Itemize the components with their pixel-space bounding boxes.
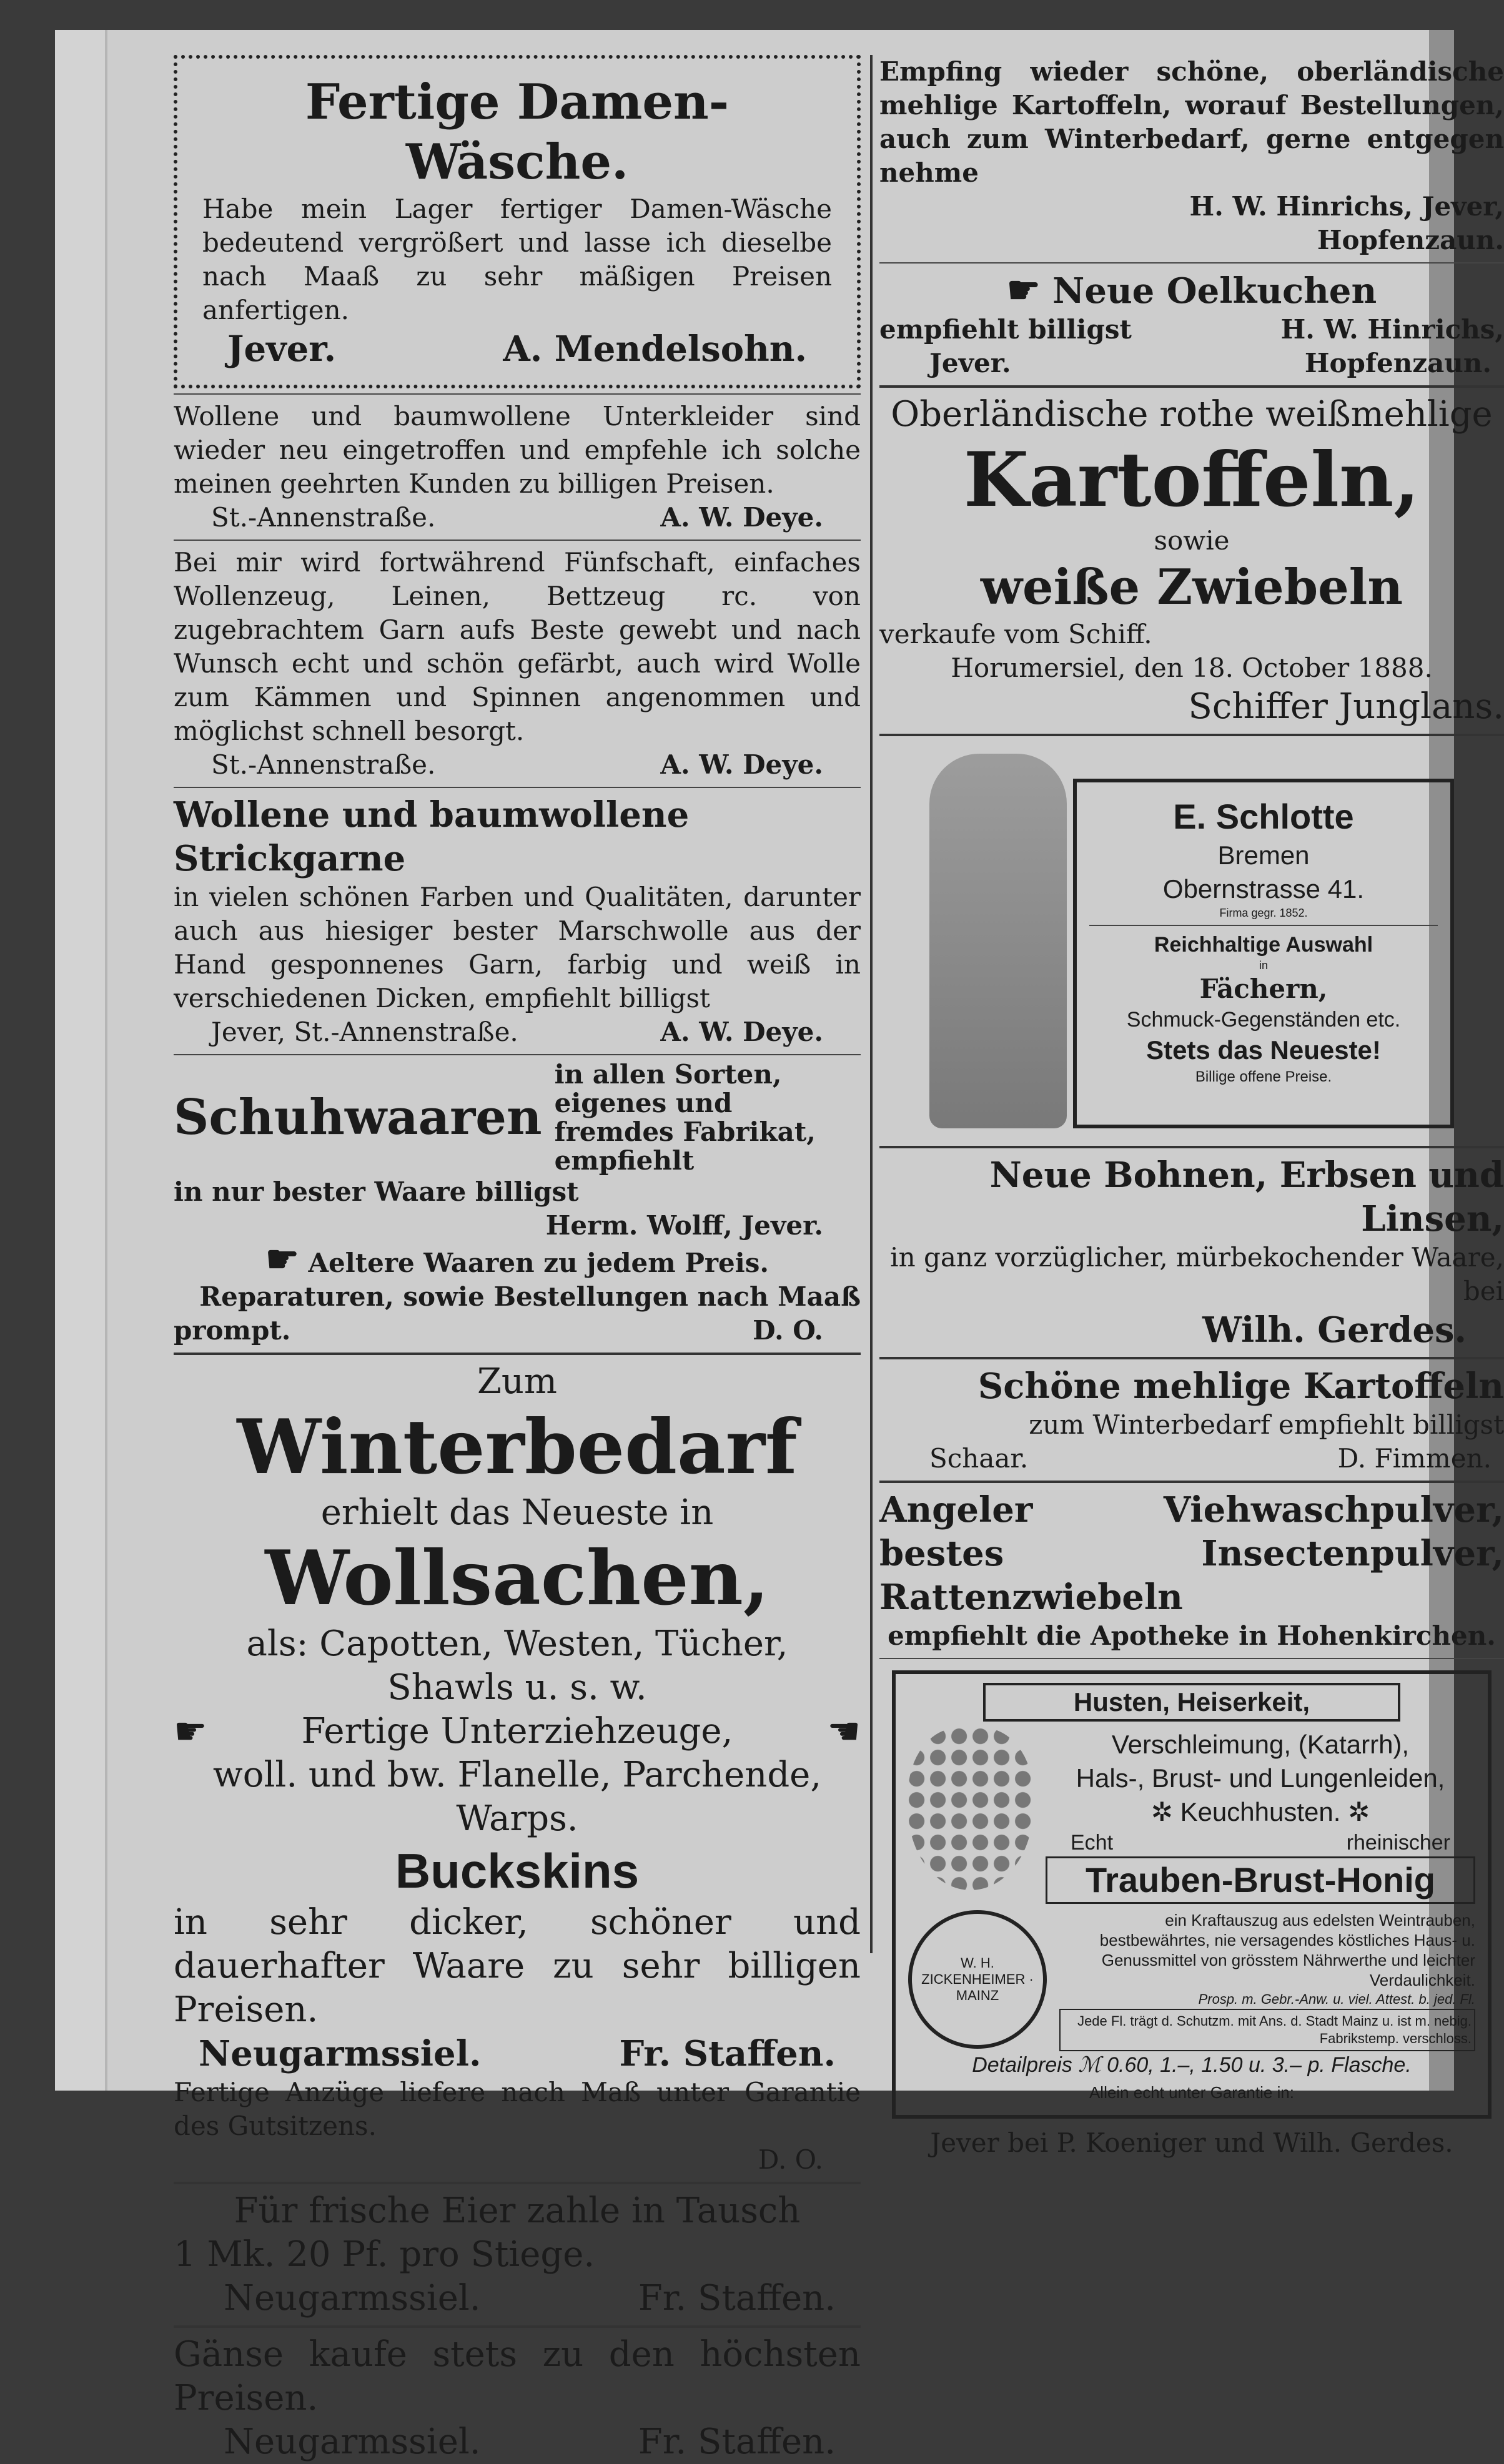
ad-l4: Schmuck-Gegenständen etc.: [1126, 1008, 1401, 1032]
ad-place2: Hopfenzaun.: [1304, 348, 1492, 378]
zickenheimer-seal: W. H. ZICKENHEIMER · MAINZ: [908, 1910, 1047, 2049]
ad-title: Wollene und baumwollene Strickgarne: [174, 794, 690, 879]
ad-prosp: Prosp. m. Gebr.-Anw. u. viel. Attest. b. jed. Fl.: [1198, 1991, 1475, 2007]
ad-viehwaschpulver: [879, 1488, 1504, 1653]
ad-name: A. W. Deye.: [660, 502, 823, 533]
ad-name: A. W. Deye.: [660, 1017, 823, 1047]
ad-l2: Hals-, Brust- und Lungenleiden,: [1076, 1763, 1445, 1793]
ad-line6: Warps.: [456, 1798, 578, 1839]
ad-eier: [174, 2189, 861, 2320]
ad-place: Jever, St.-Annenstraße.: [211, 1017, 518, 1047]
ad-place: Schaar.: [929, 1443, 1029, 1474]
ad-price: Detailpreis ℳ 0.60, 1.–, 1.50 u. 3.– p. Flasche.: [972, 2053, 1412, 2077]
ad-street: Obernstrasse 41.: [1162, 874, 1365, 904]
ad-sig: D. O.: [758, 2144, 823, 2175]
schlotte-frame: [1073, 779, 1454, 1128]
ad-l1: Verschleimung, (Katarrh),: [1111, 1730, 1410, 1759]
ad-title: Winterbedarf: [237, 1403, 798, 1491]
ad-mehlige-kartoffeln: [879, 1364, 1504, 1476]
ad-title-side: in allen Sorten, eigenes und fremdes Fabrikat, empfiehlt: [554, 1059, 816, 1176]
ad-oelkuchen: [879, 269, 1504, 380]
ad-body: zum Winterbedarf empfiehlt billigst: [1029, 1409, 1504, 1440]
ad-name: D. Fimmen.: [1337, 1443, 1492, 1474]
ad-note: Jede Fl. trägt d. Schutzm. mit Ans. d. Stadt Mainz u. ist m. nebig. Fabrikstemp. verschloss.: [1059, 2009, 1475, 2051]
ad-title: Schuhwaaren: [174, 1089, 542, 1146]
ad-title: Neue Bohnen, Erbsen und Linsen,: [989, 1155, 1504, 1239]
ad-title2: Wollsachen,: [265, 1534, 769, 1622]
ad-line3b: prompt.: [174, 1315, 291, 1346]
ad-weberei: [174, 546, 861, 782]
ad-body: in ganz vorzüglicher, mürbekochender Waare, bei: [890, 1242, 1504, 1306]
ad-sig: D. O.: [753, 1315, 823, 1346]
ad-name: H. W. Hinrichs, Jever,: [1189, 191, 1504, 222]
ad-body: Empfing wieder schöne, oberländische mehlige Kartoffeln, worauf Bestellungen, auch zum Winterbedarf, gerne entgegen nehme: [879, 56, 1504, 188]
ad-guarantee: Allein echt unter Garantie in:: [1089, 2083, 1295, 2102]
ad-name: Fr. Staffen.: [638, 2278, 836, 2319]
ad-line3a: Reparaturen, sowie Bestellungen nach Maaß: [199, 1281, 861, 1312]
ad-schuhwaaren: [174, 1060, 861, 1348]
pointing-hand-right-icon: ☛: [174, 1710, 207, 1753]
ad-name: Fr. Staffen.: [638, 2422, 836, 2462]
ad-name: Fr. Staffen.: [619, 2033, 836, 2074]
ad-name: E. Schlotte: [1173, 797, 1354, 836]
newspaper-page: [55, 30, 1504, 2462]
page-gutter: [55, 30, 107, 2091]
ad-head: Husten, Heiserkeit,: [983, 1683, 1400, 1722]
right-column: [879, 55, 1504, 2166]
ad-kartoffeln-schiff: [879, 393, 1504, 729]
ad-place: Neugarmssiel.: [224, 2278, 481, 2319]
ad-l3: Fächern,: [1199, 973, 1328, 1004]
ad-name: A. W. Deye.: [660, 749, 823, 780]
ad-trauben-brust-honig: [879, 1664, 1504, 2166]
ad-title: Kartoffeln,: [963, 436, 1420, 524]
ad-line2: sowie: [1154, 525, 1230, 556]
ad-footer: Jever bei P. Koeniger und Wilh. Gerdes.: [930, 2127, 1453, 2158]
ad-title2: weiße Zwiebeln: [980, 559, 1403, 616]
ad-body: in vielen schönen Farben und Qualitäten, darunter auch aus hiesiger bester Marschwolle aus der Hand gesponnenes Garn, farbig und weiß in verschiedenen Dicken, empfiehlt billigst: [174, 882, 861, 1013]
ad-l5: Stets das Neueste!: [1146, 1035, 1381, 1065]
ad-bohnen: [879, 1153, 1504, 1352]
ad-title: Schöne mehlige Kartoffeln: [977, 1366, 1504, 1407]
ad-place: St.-Annenstraße.: [211, 749, 436, 780]
left-column: [174, 55, 861, 2464]
knight-illustration: [929, 754, 1067, 1128]
ad-product: Trauben-Brust-Honig: [1046, 1856, 1475, 1904]
grapes-illustration: [908, 1728, 1033, 1890]
ad-place: Jever.: [227, 328, 337, 370]
ad-place: Neugarmssiel.: [199, 2033, 482, 2074]
ad-l6: Billige offene Preise.: [1195, 1068, 1332, 1085]
ad-l2: in: [1259, 959, 1268, 972]
ad-line1: Oberländische rothe weißmehlige: [891, 394, 1493, 435]
ad-title: Angeler Viehwaschpulver, bestes Insectenpulver, Rattenzwiebeln: [879, 1489, 1504, 1618]
ad-line2: als: Capotten, Westen, Tücher,: [246, 1624, 788, 1664]
ad-line1: erhielt das Neueste in: [320, 1492, 714, 1533]
ad-desc: ein Kraftauszug aus edelsten Weintrauben, bestbewährtes, nie versagendes köstliches Haus- u. Genussmittel von grösstem Nährwerthe und leichter Verdaulichkeit.: [1099, 1911, 1475, 1989]
ad-kartoffeln-hinrichs: [879, 55, 1504, 257]
ad-body: Wollene und baumwollene Unterkleider sind wieder neu eingetroffen und empfehle ich solche meinen geehrten Kunden zu billigen Preisen.: [174, 401, 861, 499]
ad-name: H. W. Hinrichs,: [1280, 314, 1504, 345]
ad-strickgarne: [174, 793, 861, 1049]
ad-line4: Horumersiel, den 18. October 1888.: [951, 653, 1433, 683]
ad-name: A. Mendelsohn.: [503, 328, 807, 370]
ad-line3: verkaufe vom Schiff.: [879, 619, 1152, 649]
pointing-hand-left-icon: ☚: [827, 1710, 861, 1753]
ad-echt: Echt: [1071, 1831, 1114, 1855]
ad-place1: Jever.: [929, 348, 1011, 378]
ad-l1: Reichhaltige Auswahl: [1154, 933, 1373, 957]
ad-line3: Shawls u. s. w.: [387, 1667, 647, 1708]
ad-name: Schiffer Junglans.: [1188, 686, 1504, 727]
ad-title3: Buckskins: [395, 1843, 640, 1898]
ad-place: Neugarmssiel.: [224, 2422, 481, 2462]
ad-body: in nur bester Waare billigst: [174, 1176, 579, 1207]
ad-place: Hopfenzaun.: [1317, 225, 1504, 255]
pointing-hand-icon: ☛: [1006, 269, 1041, 312]
ad-title: Neue Oelkuchen: [1052, 270, 1377, 312]
ad-gaense: [174, 2333, 861, 2464]
ad-rhein: rheinischer: [1346, 1831, 1450, 1855]
ad-title: Fertige Damen-Wäsche.: [305, 74, 730, 190]
ad-line1: Für frische Eier zahle in Tausch: [234, 2190, 801, 2231]
ad-pre: Zum: [477, 1361, 558, 1402]
ad-firma: Firma gegr. 1852.: [1219, 907, 1308, 919]
ad-body: Habe mein Lager fertiger Damen-Wäsche bedeutend vergrößert und lasse ich dieselbe nach Maaß zu sehr mäßigen Preisen anfertigen.: [202, 194, 832, 325]
ad-line8: Fertige Anzüge liefere nach Maß unter Garantie des Gutsitzens.: [174, 2077, 861, 2141]
ad-line2: Aeltere Waaren zu jedem Preis.: [308, 1248, 769, 1278]
ad-city: Bremen: [1217, 840, 1310, 870]
ad-winterbedarf: [174, 1360, 861, 2177]
ad-line1: Gänse kaufe stets zu den höchsten Preisen.: [174, 2334, 861, 2418]
ad-line5: woll. und bw. Flanelle, Parchende,: [212, 1755, 822, 1795]
ad-place: St.-Annenstraße.: [211, 502, 436, 533]
ad-name: Wilh. Gerdes.: [1202, 1309, 1467, 1351]
ad-line2: 1 Mk. 20 Pf. pro Stiege.: [174, 2234, 595, 2275]
ad-damen-waesche: [174, 55, 861, 388]
ad-l3: ✲ Keuchhusten. ✲: [1150, 1797, 1370, 1826]
ad-body: Bei mir wird fortwährend Fünfschaft, einfaches Wollenzeug, Leinen, Bettzeug rc. von zugebrachtem Garn aufs Beste gewebt und nach Wunsch echt und schön gefärbt, auch wird Wolle zum Kämmen und Spinnen angenommen und möglichst schnell besorgt.: [174, 547, 861, 746]
ad-body: empfiehlt die Apotheke in Hohenkirchen.: [888, 1620, 1496, 1651]
ad-body: empfiehlt billigst: [879, 314, 1132, 345]
ad-unterkleider: [174, 400, 861, 535]
pointing-hand-icon: ☛: [265, 1238, 299, 1281]
ad-line7: in sehr dicker, schöner und dauerhafter Waare zu sehr billigen Preisen.: [174, 1902, 861, 2030]
ad-name: Herm. Wolff, Jever.: [545, 1210, 823, 1241]
ad-schlotte: [879, 741, 1504, 1141]
ad-line4: Fertige Unterziehzeuge,: [301, 1711, 733, 1752]
column-divider: [870, 55, 873, 1953]
